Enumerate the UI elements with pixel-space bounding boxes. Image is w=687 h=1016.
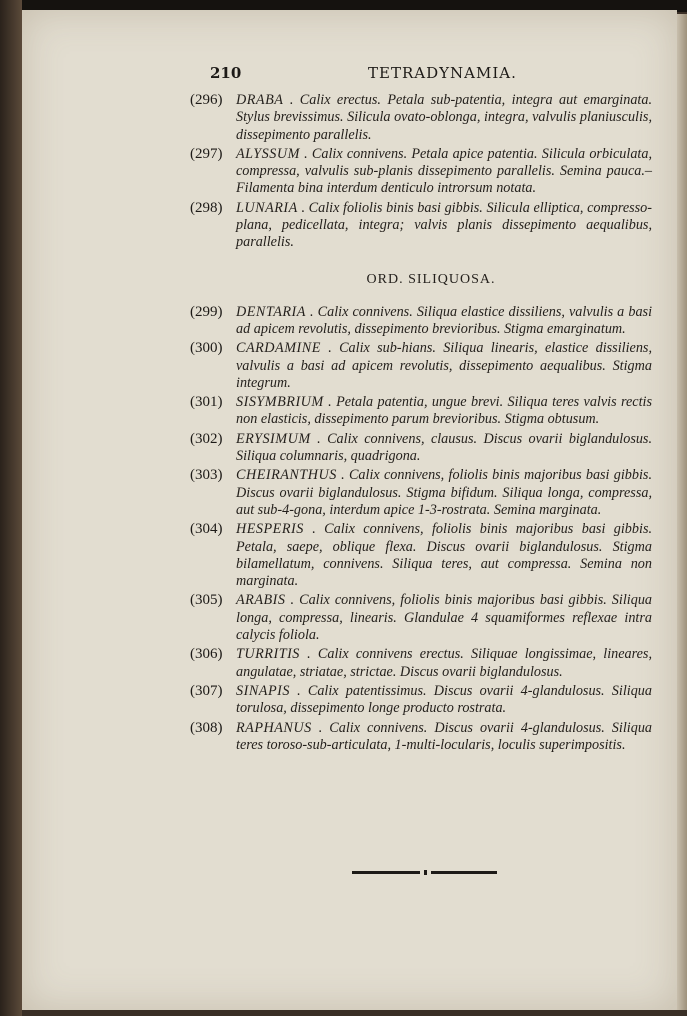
book-page [22, 10, 677, 1010]
genus-name: ERYSIMUM [236, 430, 311, 447]
genus-name: ALYSSUM [236, 145, 300, 162]
entry-number: (300) [190, 340, 223, 357]
entry-302 [190, 431, 652, 466]
entry-304 [190, 521, 652, 590]
genus-name: CARDAMINE [236, 340, 321, 357]
entry-number: (296) [190, 92, 223, 108]
entry-description: . Calix connivens. Petala apice patentia. Silicula orbiculata, compressa, valvulis sub-planis dissepimento parallelis. Semina pauca.–Filamenta bina interdum denticulo introrsum notata. [236, 145, 652, 197]
entry-number: (305) [190, 592, 223, 609]
genus-name: TURRITIS [236, 646, 300, 663]
genus-name: SINAPIS [236, 682, 290, 699]
entry-301 [190, 394, 652, 429]
rule-segment [431, 871, 497, 874]
entry-number: (298) [190, 199, 223, 216]
genus-name: HESPERIS [236, 521, 304, 538]
entry-number: (299) [190, 303, 223, 320]
genus-name: SISYMBRIUM [236, 394, 324, 411]
entry-description: . Calix connivens, foliolis binis majoribus basi gibbis. Siliqua longa, compressa, linearis. Glandulae 4 squamiformes reflexae intra calycis foliola. [236, 592, 653, 644]
entry-306 [190, 646, 652, 681]
entry-number: (301) [190, 394, 223, 411]
scan-left-edge [0, 0, 22, 1016]
entry-number: (307) [190, 682, 223, 699]
page-header [22, 64, 677, 88]
entry-299 [190, 304, 652, 339]
genus-name: RAPHANUS [236, 719, 312, 736]
entry-number: (302) [190, 430, 223, 447]
entry-number: (306) [190, 646, 223, 663]
order-heading: ORD. SILIQUOSA. [366, 271, 496, 287]
rule-ornament [424, 870, 427, 875]
page-number: 210 [210, 64, 242, 82]
page-right-edge [677, 14, 687, 1010]
genus-name: DRABA [236, 92, 284, 108]
rule-segment [352, 871, 420, 874]
genus-name: LUNARIA [236, 199, 298, 216]
entry-303 [190, 467, 652, 519]
entry-number: (303) [190, 467, 223, 484]
entry-description: . Calix foliolis binis basi gibbis. Silicula elliptica, compresso-plana, pedicellata, integra; valvis planis dissepimento aequalibus, parallelis. [236, 199, 652, 251]
entry-description: . Calix connivens. Discus ovarii 4-glandulosus. Siliqua teres toroso-sub-articulata, 1-multi-locularis, loculis superimpositis. [236, 719, 653, 753]
entry-description: . Calix connivens, foliolis binis majoribus basi gibbis. Discus ovarii biglandulosus. Stigma bifidum. Siliqua longa, compressa, aut sub-4-gona, interdum apice 1-3-rostrata. Semina marginata. [236, 467, 652, 518]
entry-description: . Calix connivens, clausus. Discus ovarii biglandulosus. Siliqua columnaris, quadrigona. [236, 430, 652, 465]
entry-308 [190, 720, 652, 755]
end-rule [352, 870, 497, 875]
entry-description: . Calix erectus. Petala sub-patentia, integra aut emarginata. Stylus brevissimus. Silicula ovato-oblonga, integra, valvulis planiusculis, dissepimento parallelis. [236, 92, 652, 143]
entry-description: . Calix patentissimus. Discus ovarii 4-glandulosus. Siliqua torulosa, dissepimento longe producto rostrata. [236, 682, 652, 717]
entry-296 [190, 92, 652, 144]
entry-300 [190, 340, 652, 392]
running-head: TETRADYNAMIA. [368, 64, 517, 82]
entry-307 [190, 683, 652, 718]
entry-305 [190, 592, 652, 644]
entry-number: (297) [190, 145, 223, 162]
entry-description: . Calix connivens erectus. Siliquae longissimae, lineares, angulatae, striatae, strictae. Discus ovarii biglandulosus. [236, 646, 652, 680]
entry-description: . Calix connivens, foliolis binis majoribus basi gibbis. Petala, saepe, oblique flexa. Discus ovarii biglandulosus. Stigma bilamellatum, connivens. Siliqua teres, aut compressa. Semina non marginata. [236, 521, 653, 590]
entry-number: (304) [190, 521, 223, 538]
entry-description: . Calix connivens. Siliqua elastice dissiliens, valvulis a basi ad apicem revolutis, dissepimento brevioribus. Stigma emarginatum. [236, 303, 653, 337]
entry-description: . Calix sub-hians. Siliqua linearis, elastice dissiliens, valvulis a basi ad apicem revolutis, dissepimento aequalibus. Stigma integrum. [236, 340, 652, 391]
genus-name: DENTARIA [236, 303, 306, 320]
genus-name: CHEIRANTHUS [236, 467, 337, 484]
entry-297 [190, 146, 652, 198]
entries-list [190, 92, 652, 756]
entry-number: (308) [190, 719, 223, 736]
genus-name: ARABIS [236, 592, 286, 609]
entry-298 [190, 200, 652, 252]
entry-description: . Petala patentia, ungue brevi. Siliqua teres valvis rectis non elasticis, dissepimento parum brevioribus. Stigma obtusum. [236, 394, 653, 428]
